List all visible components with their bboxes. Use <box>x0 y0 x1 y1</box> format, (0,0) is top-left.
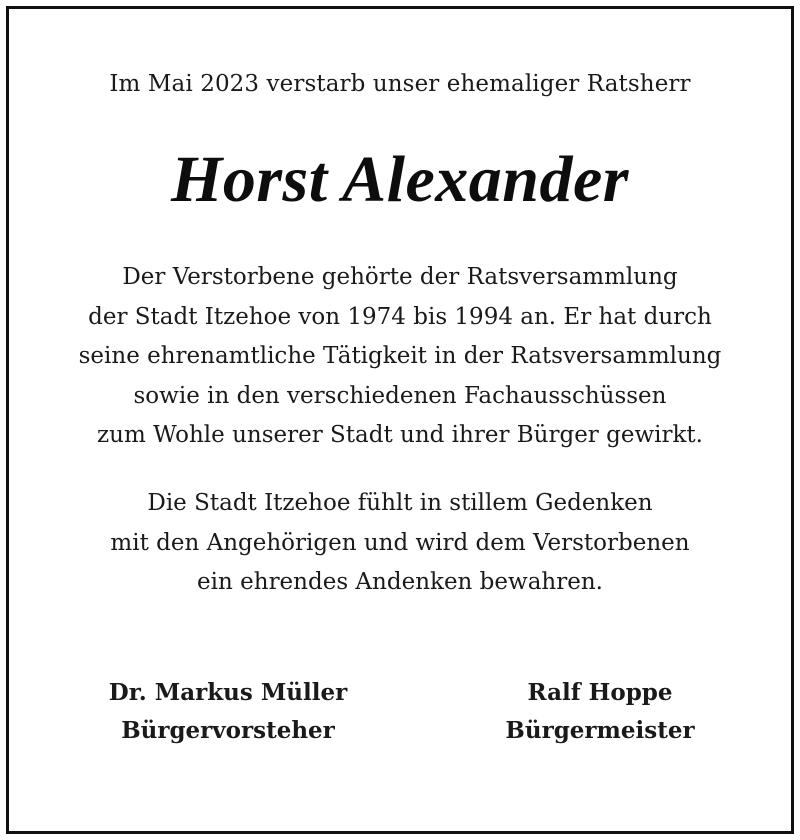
signatory-name: Dr. Markus Müller <box>108 679 348 706</box>
signatory-right <box>440 674 760 750</box>
tribute-line: der Stadt Itzehoe von 1974 bis 1994 an. Er hat durch <box>88 303 712 330</box>
condolence-paragraph <box>0 484 800 603</box>
condolence-line: Die Stadt Itzehoe fühlt in stillem Gedenken <box>147 490 653 516</box>
signatory-left <box>68 674 388 750</box>
deceased-name: Horst Alexander <box>171 143 629 216</box>
tribute-paragraph <box>0 258 800 456</box>
signatory-name: Ralf Hoppe <box>527 679 673 706</box>
signatory-title: Bürgermeister <box>505 717 695 744</box>
tribute-line: Der Verstorbene gehörte der Ratsversammlung <box>122 264 678 290</box>
tribute-line: sowie in den verschiedenen Fachausschüssen <box>133 382 667 409</box>
tribute-line: seine ehrenamtliche Tätigkeit in der Ratsversammlung <box>78 343 722 370</box>
intro-line: Im Mai 2023 verstarb unser ehemaliger Ratsherr <box>109 71 691 97</box>
tribute-line: zum Wohle unserer Stadt und ihrer Bürger gewirkt. <box>97 422 703 449</box>
condolence-line: mit den Angehörigen und wird dem Verstorbenen <box>110 529 690 556</box>
signatory-title: Bürgervorsteher <box>121 717 335 744</box>
condolence-line: ein ehrendes Andenken bewahren. <box>197 569 603 596</box>
